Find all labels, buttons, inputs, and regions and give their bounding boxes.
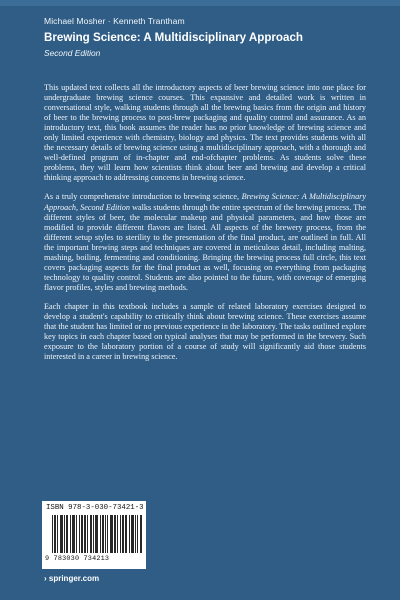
edition: Second Edition [44,48,101,58]
paragraph-3: Each chapter in this textbook includes a sample of related laboratory exercises designed to develop a student's capability to critically think about brewing science. These exercises assume that the student has limited or no previous experience in the laboratory. The tasks outlined explore key topics in each chapter based on typical analyses that may be performed in the brewery. Such exposure to the laboratory portion of a course of study will significantly aid those students interested in a career in brewing science. [44,301,366,362]
website-link[interactable]: › springer.com [44,574,100,583]
paragraph-2 [44,192,366,292]
barcode-icon [52,515,142,553]
paragraph-1: This updated text collects all the introductory aspects of beer brewing science into one place for undergraduate brewing science courses. This expansive and detailed work is written in conversational style, walking students through all the brewing basics from the origin and history of beer to the brewing process to post-brew packaging and quality control and assurance. As an introductory text, this book assumes the reader has no prior knowledge of brewing science and only limited experience with chemistry, biology and physics. The text provides students with all the necessary details of brewing science using a multidisciplinary approach, with a thorough and well-defined program of in-chapter and end-ofchapter problems. As students solve these problems, they will learn how scientists think about beer and brewing and develop a critical thinking approach to addressing concerns in brewing science. [44,83,366,183]
isbn-label: ISBN 978-3-030-73421-3 [46,504,144,512]
paragraph-2-title: Brewing Science: A Multidisciplinary Approach, Second Edition [44,192,366,212]
barcode-digits: 9 783030 734213 [45,555,110,563]
book-title: Brewing Science: A Multidisciplinary Approach [44,31,303,44]
blurb [44,83,366,371]
authors: Michael Mosher · Kenneth Trantham [44,16,185,26]
paragraph-2-intro: As a truly comprehensive introduction to brewing science, [44,192,242,202]
paragraph-2-rest: walks students through the entire spectrum of the brewing process. The different styles of beer, the molecular makeup and physical parameters, and how those are modified to provide different flavors are listed. All aspects of the brewery process, from the different setup styles to sterility to the presentation of the final product, are outlined in full. All the important brewing steps and techniques are covered in meticulous detail, including malting, mashing, boiling, fermenting and conditioning. Bringing the brewing process full circle, this text covers packaging aspects for the final product as well, focusing on everything from packaging technology to quality control. Students are also pointed to the future, with coverage of emerging flavor profiles, styles and brewing methods. [44,202,366,292]
barcode-box [42,501,146,569]
top-accent-bar [0,0,400,6]
